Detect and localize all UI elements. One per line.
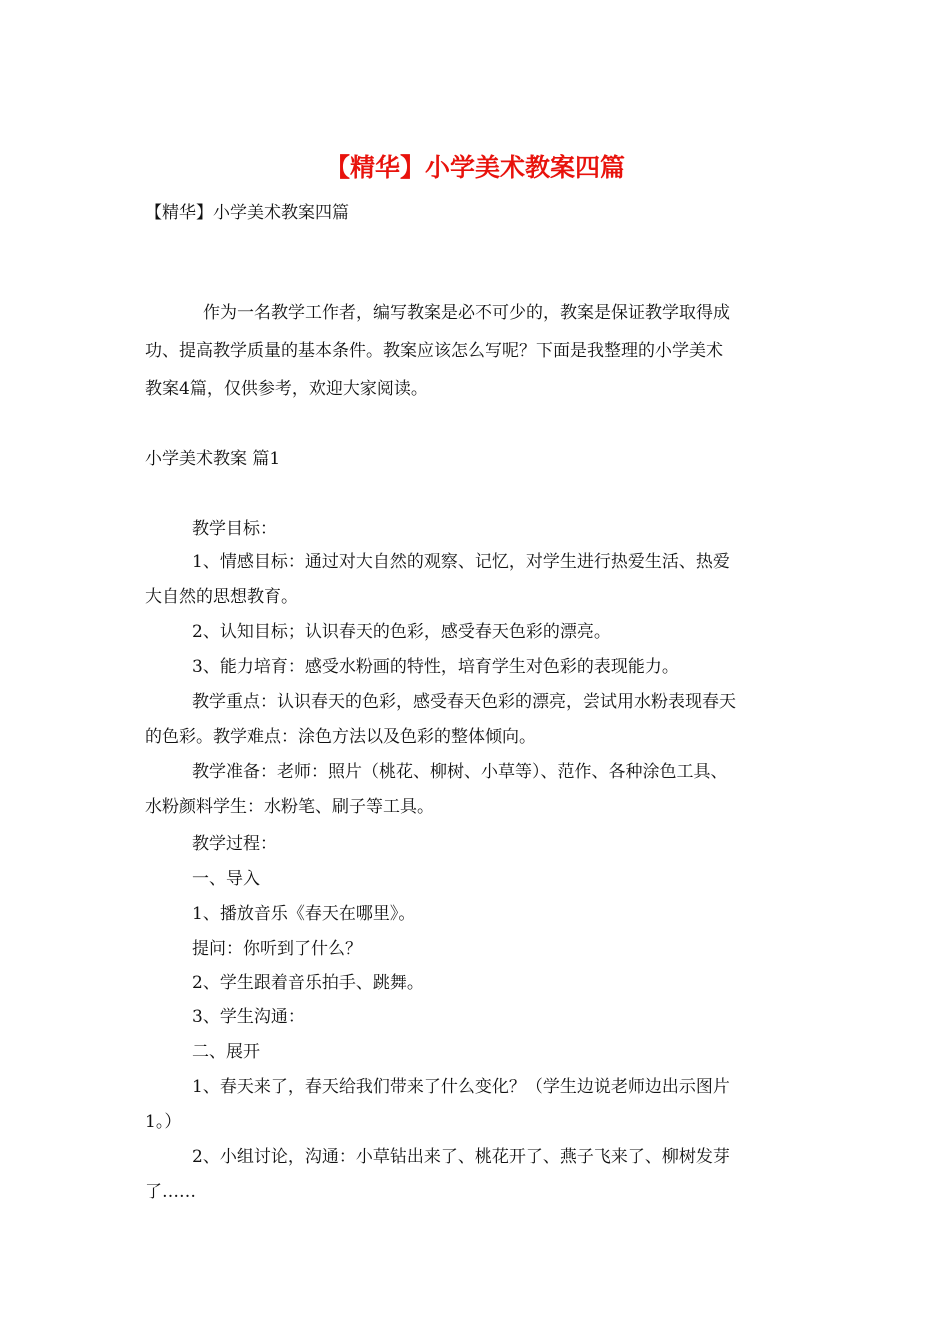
- body-line: 教学重点：认识春天的色彩，感受春天色彩的漂亮，尝试用水粉表现春天: [192, 692, 736, 712]
- intro-line-2: 功、提高教学质量的基本条件。教案应该怎么写呢？下面是我整理的小学美术: [145, 341, 723, 361]
- intro-line-1: 作为一名教学工作者，编写教案是必不可少的，教案是保证教学取得成: [203, 303, 730, 323]
- body-line: 大自然的思想教育。: [145, 587, 298, 607]
- body-line: 3、能力培育：感受水粉画的特性，培育学生对色彩的表现能力。: [192, 657, 679, 677]
- body-line: 了……: [145, 1182, 196, 1202]
- body-line: 二、展开: [192, 1042, 260, 1062]
- body-line: 3、学生沟通：: [192, 1007, 305, 1027]
- body-line: 水粉颜料学生：水粉笔、刷子等工具。: [145, 797, 434, 817]
- body-line: 1、播放音乐《春天在哪里》。: [192, 904, 416, 924]
- intro-line-3: 教案4篇，仅供参考，欢迎大家阅读。: [145, 379, 428, 399]
- body-line: 2、学生跟着音乐拍手、跳舞。: [192, 973, 424, 993]
- body-line: 1、情感目标：通过对大自然的观察、记忆，对学生进行热爱生活、热爱: [192, 552, 730, 572]
- body-line: 提问：你听到了什么？: [192, 939, 362, 959]
- section-heading: 小学美术教案 篇1: [145, 449, 281, 469]
- body-line: 1、春天来了，春天给我们带来了什么变化？（学生边说老师边出示图片: [192, 1077, 730, 1097]
- document-title: 【精华】小学美术教案四篇: [324, 153, 625, 182]
- body-line: 2、小组讨论，沟通：小草钻出来了、桃花开了、燕子飞来了、柳树发芽: [192, 1147, 730, 1167]
- body-line: 教学目标：: [192, 519, 277, 539]
- body-line: 一、导入: [192, 869, 260, 889]
- body-line: 教学准备：老师：照片（桃花、柳树、小草等）、范作、各种涂色工具、: [192, 762, 728, 782]
- document-subtitle: 【精华】小学美术教案四篇: [145, 203, 349, 223]
- body-line: 的色彩。教学难点：涂色方法以及色彩的整体倾向。: [145, 727, 536, 747]
- body-line: 2、认知目标；认识春天的色彩，感受春天色彩的漂亮。: [192, 622, 611, 642]
- body-line: 教学过程：: [192, 834, 277, 854]
- body-line: 1。）: [145, 1112, 182, 1132]
